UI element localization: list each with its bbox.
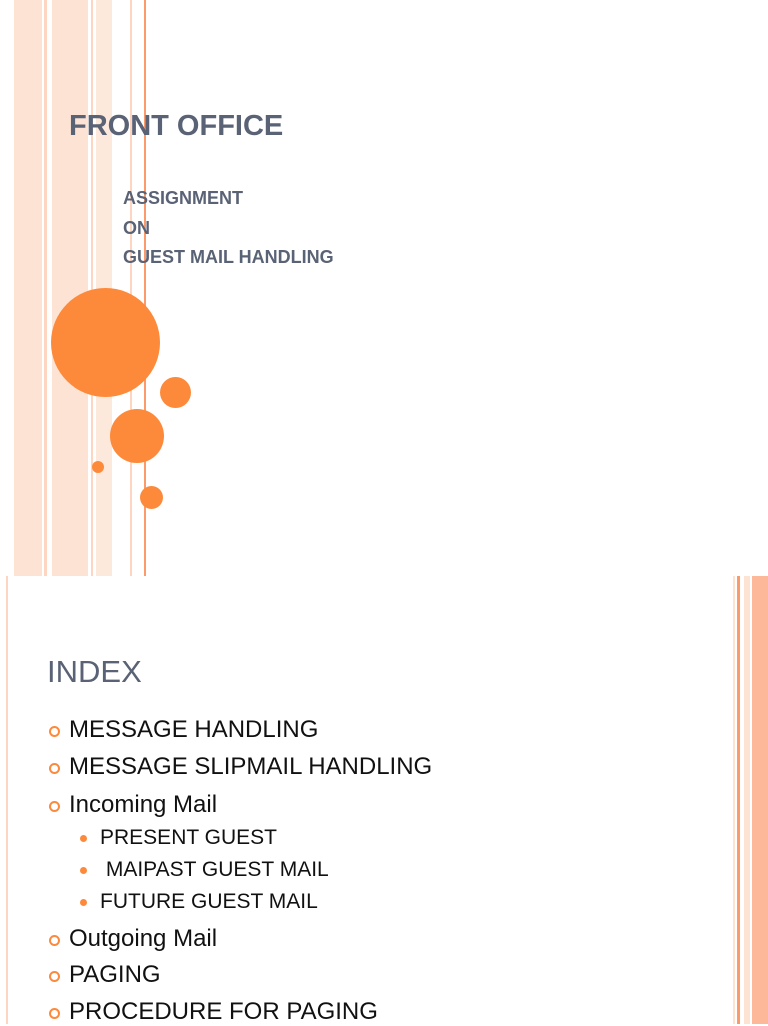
right-stripe-line [737, 576, 740, 1024]
index-title: INDEX [47, 654, 142, 689]
decorative-circle [160, 377, 191, 408]
decorative-circle-large [51, 288, 160, 397]
list-item [69, 716, 318, 744]
hollow-bullet-icon [49, 726, 60, 737]
left-stripe-band [52, 0, 88, 576]
left-stripe-line [91, 0, 93, 576]
right-stripe-band [744, 576, 750, 1024]
hollow-bullet-icon [49, 1008, 60, 1019]
slide-title: FRONT OFFICE [69, 110, 284, 142]
list-item-text: MAIPAST GUEST MAIL [100, 858, 329, 881]
left-stripe-line [44, 0, 47, 576]
list-item-text: MESSAGE HANDLING [69, 716, 319, 743]
left-stripe-band [14, 0, 42, 576]
subtitle-line: ASSIGNMENT [123, 188, 244, 208]
hollow-bullet-icon [49, 801, 60, 812]
sub-list-item [100, 890, 318, 914]
list-item-text: FUTURE GUEST MAIL [100, 890, 318, 913]
list-item [69, 998, 378, 1026]
left-stripe-line [130, 0, 132, 576]
dot-bullet-icon [80, 835, 87, 842]
decorative-circle [110, 409, 164, 463]
list-item-text: MESSAGE SLIPMAIL HANDLING [69, 753, 433, 780]
decorative-circle [140, 486, 163, 509]
hollow-bullet-icon [49, 971, 60, 982]
hollow-bullet-icon [49, 935, 60, 946]
dot-bullet-icon [80, 899, 87, 906]
list-item [69, 753, 432, 781]
subtitle-line: ON [123, 217, 150, 238]
list-item-text: Outgoing Mail [69, 925, 218, 952]
hollow-bullet-icon [49, 763, 60, 774]
slide-subtitle [123, 184, 334, 273]
list-item-text: PROCEDURE FOR PAGING [69, 998, 378, 1025]
list-item-text: Incoming Mail [69, 791, 218, 818]
sub-list-item [100, 858, 329, 882]
list-item [69, 925, 217, 953]
subtitle-line: GUEST MAIL HANDLING [123, 247, 334, 267]
list-item [69, 791, 217, 819]
decorative-circle-tiny [92, 461, 104, 473]
sub-list-item [100, 826, 277, 850]
list-item-text: PAGING [69, 961, 161, 988]
list-item [69, 961, 161, 989]
left-edge-line [6, 576, 8, 1024]
list-item-text: PRESENT GUEST [100, 826, 277, 849]
right-stripe-band [752, 576, 768, 1024]
dot-bullet-icon [80, 867, 87, 874]
right-stripe-line [733, 576, 735, 1024]
